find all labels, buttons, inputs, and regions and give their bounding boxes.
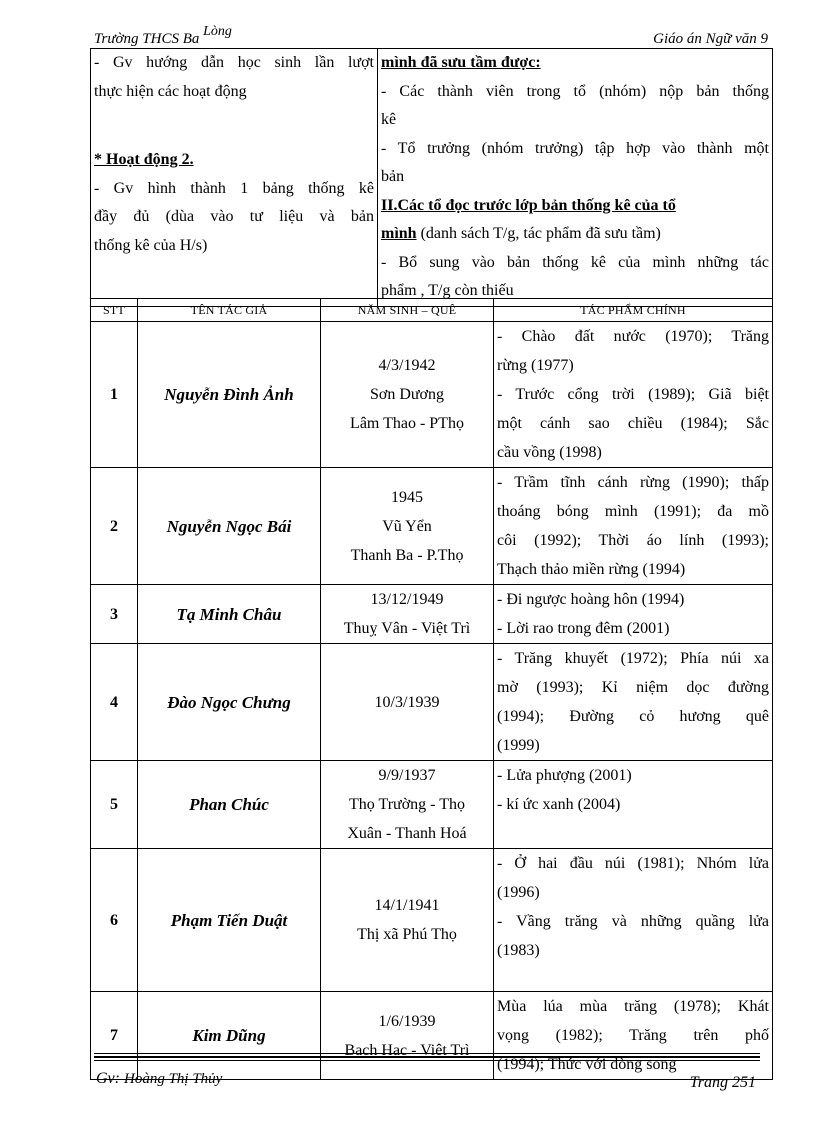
text-line: - Tổ trưởng (nhóm trưởng) tập hợp vào thành một <box>381 139 769 157</box>
work-line: (1994); Đường cỏ hương quê <box>497 708 769 725</box>
table-row <box>91 322 773 468</box>
student-activity-cell <box>378 49 773 307</box>
text-line: - Gv hướng dẫn học sinh lần lượt <box>94 54 374 71</box>
col-header-birth: NĂM SINH – QUÊ <box>321 299 494 322</box>
text-line: - Bổ sung vào bản thống kê của mình những tác <box>381 253 769 271</box>
birth-line: Bạch Hạc - Việt Trì <box>344 1041 470 1059</box>
stt-cell: 4 <box>91 644 138 761</box>
authors-table <box>90 298 773 1080</box>
stt-cell: 6 <box>91 849 138 992</box>
work-line: vọng (1982); Trăng trên phố <box>497 1027 769 1044</box>
author-name-cell: Phan Chúc <box>138 761 321 849</box>
stt-cell: 3 <box>91 585 138 644</box>
birth-line: 1/6/1939 <box>378 1012 436 1030</box>
table-header-row <box>91 299 773 322</box>
birth-line: Lâm Thao - PThọ <box>350 415 464 432</box>
birth-line: Sơn Dương <box>369 386 445 403</box>
birth-cell <box>321 761 494 849</box>
author-name-cell: Nguyễn Đình Ảnh <box>138 322 321 468</box>
birth-cell <box>321 585 494 644</box>
activity-table <box>90 48 773 307</box>
works-cell <box>494 322 773 468</box>
author-name-cell: Đào Ngọc Chưng <box>138 644 321 761</box>
text-line: - Các thành viên trong tổ (nhóm) nộp bản thống <box>381 82 769 100</box>
author-name-cell: Kim Dũng <box>138 992 321 1080</box>
teacher-activity-cell <box>91 49 378 307</box>
works-cell <box>494 849 773 992</box>
page-number: Trang 251 <box>689 1074 756 1091</box>
birth-line: 9/9/1937 <box>378 767 436 784</box>
work-line: thoáng bóng mình (1991); đa mồ <box>497 503 769 520</box>
school-name: Trường THCS Ba Lòng <box>94 24 232 47</box>
stt-cell: 7 <box>91 992 138 1080</box>
section-heading-2: II.Các tổ đọc trước lớp bản thống kê của tổ <box>381 196 676 214</box>
work-line: (1999) <box>497 737 540 754</box>
work-line: - kí ức xanh (2004) <box>497 796 621 813</box>
text-line: bản <box>381 168 405 185</box>
teacher-name: Gv: Hoàng Thị Thủy <box>96 1070 223 1087</box>
works-cell <box>494 585 773 644</box>
birth-line: 14/1/1941 <box>374 897 440 914</box>
text-line: - Gv hình thành 1 bảng thống kê <box>94 179 374 197</box>
birth-line: 1945 <box>391 488 423 506</box>
work-line: - Đi ngược hoàng hôn (1994) <box>497 591 685 608</box>
work-line: (1996) <box>497 884 540 901</box>
birth-line: Xuân - Thanh Hoá <box>347 825 467 842</box>
birth-line: Thuỵ Vân - Việt Trì <box>343 620 471 637</box>
work-line: (1983) <box>497 942 540 959</box>
birth-cell <box>321 468 494 585</box>
stt-cell: 2 <box>91 468 138 585</box>
work-line: - Lửa phượng (2001) <box>497 767 632 784</box>
work-line: rừng (1977) <box>497 357 574 374</box>
text-line: phẩm , T/g còn thiếu <box>381 282 514 299</box>
section-heading: mình đã sưu tầm được: <box>381 54 541 71</box>
works-cell <box>494 992 773 1080</box>
work-line: - Trăng khuyết (1972); Phía núi xa <box>497 650 769 667</box>
footer-rule <box>94 1060 760 1061</box>
work-line: côi (1992); Thời áo lính (1993); <box>497 532 769 549</box>
work-line: - Ở hai đầu núi (1981); Nhóm lửa <box>497 855 769 872</box>
works-cell <box>494 644 773 761</box>
work-line: Thạch thảo miền rừng (1994) <box>497 561 686 578</box>
work-line: - Trước cổng trời (1989); Giã biệt <box>497 386 769 403</box>
text-line: thống kê của H/s) <box>94 236 208 254</box>
work-line: - Chào đất nước (1970); Trăng <box>497 328 769 345</box>
birth-line: 13/12/1949 <box>370 591 444 608</box>
work-line: (1994); Thức với dòng song <box>497 1056 677 1073</box>
table-row <box>91 849 773 992</box>
stt-cell: 1 <box>91 322 138 468</box>
birth-cell <box>321 644 494 761</box>
page-header <box>90 26 772 49</box>
author-name-cell: Phạm Tiến Duật <box>138 849 321 992</box>
table-row <box>91 585 773 644</box>
works-cell <box>494 468 773 585</box>
birth-line: 4/3/1942 <box>378 357 436 374</box>
text-line: kê <box>381 111 397 128</box>
footer-rule <box>94 1056 760 1058</box>
col-header-stt: STT <box>91 299 138 322</box>
text-line: thực hiện các hoạt động <box>94 82 247 100</box>
work-line: - Vầng trăng và những quầng lửa <box>497 913 769 930</box>
col-header-author: TÊN TÁC GIẢ <box>138 299 321 322</box>
birth-line: Thị xã Phú Thọ <box>357 926 457 943</box>
work-line: Mùa lúa mùa trăng (1978); Khát <box>497 998 769 1015</box>
author-name-cell: Tạ Minh Châu <box>138 585 321 644</box>
subject-title: Giáo án Ngữ văn 9 <box>653 31 768 47</box>
text-line: mình (danh sách T/g, tác phẩm đã sưu tầm) <box>381 225 661 242</box>
birth-line: Thanh Ba - P.Thọ <box>350 546 464 564</box>
birth-cell <box>321 849 494 992</box>
birth-line: Vũ Yển <box>382 517 432 535</box>
table-row <box>91 992 773 1080</box>
work-line: - Trầm tĩnh cánh rừng (1990); thấp <box>497 474 769 491</box>
birth-cell <box>321 322 494 468</box>
table-row <box>91 761 773 849</box>
table-row <box>91 644 773 761</box>
footer-rule <box>94 1053 760 1054</box>
table-row <box>91 468 773 585</box>
birth-cell <box>321 992 494 1080</box>
work-line: cầu vồng (1998) <box>497 444 602 461</box>
author-name-cell: Nguyễn Ngọc Bái <box>138 468 321 585</box>
birth-line: 10/3/1939 <box>374 693 440 711</box>
works-cell <box>494 761 773 849</box>
birth-line: Thọ Trường - Thọ <box>349 796 465 813</box>
work-line: một cánh sao chiều (1984); Sắc <box>497 415 769 432</box>
work-line: mờ (1993); Kỉ niệm dọc đường <box>497 679 769 696</box>
work-line: - Lời rao trong đêm (2001) <box>497 620 670 637</box>
col-header-works: TÁC PHẨM CHÍNH <box>494 299 773 322</box>
activity-heading: * Hoạt động 2. <box>94 151 194 168</box>
stt-cell: 5 <box>91 761 138 849</box>
text-line: đầy đủ (dùa vào tư liệu và bản <box>94 208 374 225</box>
